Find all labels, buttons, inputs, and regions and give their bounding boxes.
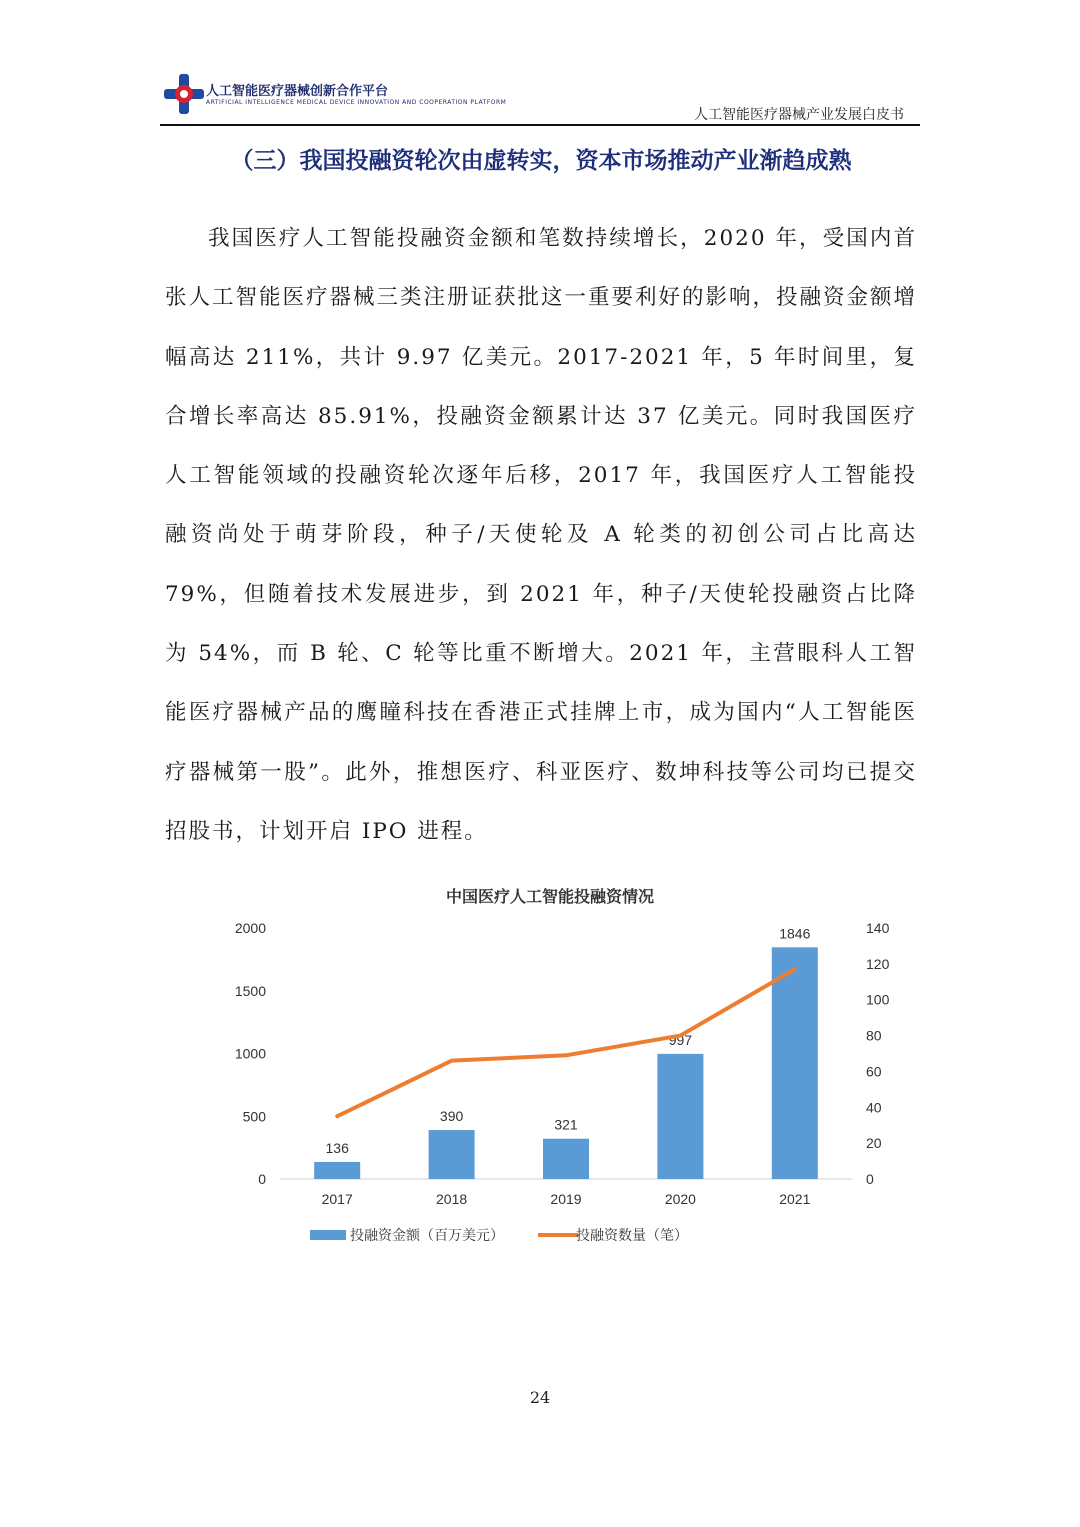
bar-2021 — [772, 947, 818, 1179]
body-paragraph: 我国医疗人工智能投融资金额和笔数持续增长，2020 年，受国内首张人工智能医疗器械三类注册证获批这一重要利好的影响，投融资金额增幅高达 211%，共计 9.97 亿美元。2017-2021 年，5 年时间里，复合增长率高达 85.91%，投融资金额累计达 37 亿美元。同时我国医疗人工智能领域的投融资轮次逐年后移，2017 年，我国医疗人工智能投融资尚处于萌芽阶段，种子/天使轮及 A 轮类的初创公司占比高达 79%，但随着技术发展进步，到 2021 年，种子/天使轮投融资占比降为 54%，而 B 轮、C 轮等比重不断增大。2021 年，主营眼科人工智能医疗器械产品的鹰瞳科技在香港正式挂牌上市，成为国内“人工智能医疗器械第一股”。此外，推想医疗、科亚医疗、数坤科技等公司均已提交招股书，计划开启 IPO 进程。 — [165, 226, 918, 844]
y-right-tick-label: 20 — [866, 1135, 882, 1152]
legend-swatch-bar — [310, 1230, 346, 1240]
y-right-tick-label: 100 — [866, 991, 890, 1008]
logo-en-text: ARTIFICIAL INTELLIGENCE MEDICAL DEVICE INNOVATION AND COOPERATION PLATFORM — [206, 99, 507, 106]
page-header — [160, 66, 920, 126]
y-right-tick-label: 80 — [866, 1027, 882, 1044]
bar-2018 — [429, 1130, 475, 1179]
bar-2017 — [314, 1162, 360, 1179]
x-tick-label: 2017 — [321, 1191, 353, 1207]
bar-data-label: 390 — [439, 1108, 464, 1125]
x-tick-label: 2018 — [436, 1191, 468, 1207]
bar-2020 — [657, 1054, 703, 1179]
y-right-tick-label: 140 — [866, 920, 890, 936]
y-right-tick-label: 0 — [866, 1171, 874, 1187]
logo-cn-text: 人工智能医疗器械创新合作平台 — [206, 84, 389, 99]
x-tick-label: 2021 — [779, 1191, 811, 1207]
investment-chart — [220, 875, 920, 1265]
bar-data-label: 136 — [325, 1139, 349, 1156]
x-tick-label: 2020 — [664, 1191, 696, 1207]
bar-data-label: 1846 — [779, 925, 811, 942]
y-left-tick-label: 2000 — [234, 920, 266, 936]
platform-logo-icon — [162, 72, 206, 116]
y-right-tick-label: 40 — [866, 1099, 882, 1116]
deal-count-line — [337, 969, 795, 1116]
y-left-tick-label: 1500 — [234, 982, 266, 999]
chart-title: 中国医疗人工智能投融资情况 — [445, 889, 655, 906]
bar-data-label: 997 — [668, 1031, 693, 1048]
chart-svg — [220, 875, 920, 1265]
y-right-tick-label: 120 — [866, 955, 890, 972]
legend-label-amount: 投融资金额（百万美元） — [350, 1227, 504, 1243]
bar-2019 — [543, 1139, 589, 1179]
y-right-tick-label: 60 — [866, 1063, 882, 1080]
section-heading: （三）我国投融资轮次由虚转实，资本市场推动产业渐趋成熟 — [230, 148, 852, 174]
document-title: 人工智能医疗器械产业发展白皮书 — [694, 107, 904, 123]
page-number: 24 — [529, 1388, 551, 1407]
legend-label-count: 投融资数量（笔） — [576, 1227, 688, 1243]
header-divider — [160, 124, 920, 126]
bar-data-label: 321 — [554, 1116, 578, 1133]
x-tick-label: 2019 — [550, 1191, 582, 1207]
y-left-tick-label: 500 — [242, 1108, 266, 1125]
y-left-tick-label: 1000 — [234, 1045, 266, 1062]
y-left-tick-label: 0 — [258, 1171, 266, 1187]
